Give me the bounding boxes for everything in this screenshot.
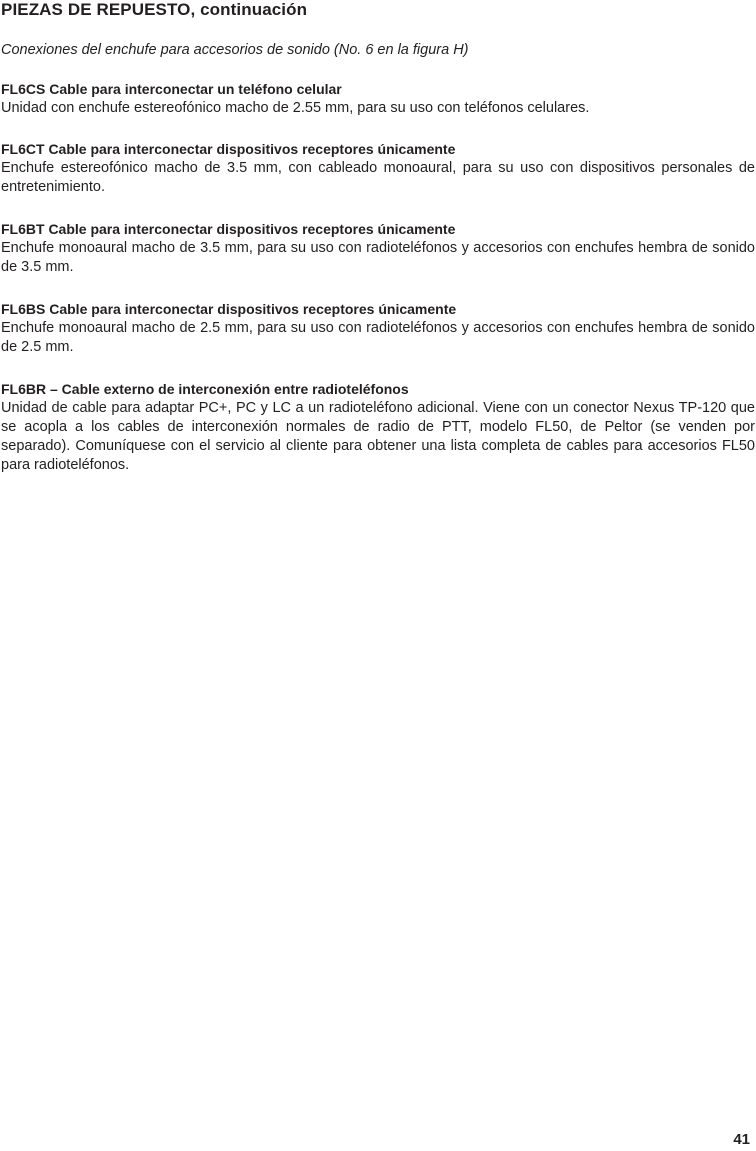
part-entry-fl6bs xyxy=(1,300,755,357)
part-description: Unidad con enchufe estereofónico macho de 2.55 mm, para su uso con teléfonos celulares. xyxy=(1,100,590,116)
page-heading: PIEZAS DE REPUESTO, continuación xyxy=(1,0,308,19)
part-title: FL6BT Cable para interconectar dispositivos receptores únicamente xyxy=(1,221,456,237)
part-description: Enchufe monoaural macho de 2.5 mm, para su uso con radioteléfonos y accesorios con enchufes hembra de sonido de 2.5 mm. xyxy=(1,320,755,355)
part-description: Enchufe estereofónico macho de 3.5 mm, con cableado monoaural, para su uso con dispositivos personales de entretenimiento. xyxy=(1,160,755,195)
part-title: FL6CS Cable para interconectar un teléfono celular xyxy=(1,81,342,97)
part-entry-fl6bt xyxy=(1,220,755,277)
part-entry-fl6br xyxy=(1,380,755,475)
page-number: 41 xyxy=(733,1131,750,1148)
part-title: FL6CT Cable para interconectar dispositivos receptores únicamente xyxy=(1,141,456,157)
section-subtitle: Conexiones del enchufe para accesorios de sonido (No. 6 en la figura H) xyxy=(1,42,469,58)
part-entry-fl6cs xyxy=(1,80,755,118)
part-title: FL6BR – Cable externo de interconexión entre radioteléfonos xyxy=(1,381,409,397)
part-title: FL6BS Cable para interconectar dispositivos receptores únicamente xyxy=(1,301,457,317)
part-description: Enchufe monoaural macho de 3.5 mm, para su uso con radioteléfonos y accesorios con enchufes hembra de sonido de 3.5 mm. xyxy=(1,240,755,275)
part-description: Unidad de cable para adaptar PC+, PC y LC a un radioteléfono adicional. Viene con un conector Nexus TP-120 que se acopla a los cables de interconexión normales de radio de PTT, modelo FL50, de Peltor (se venden por separado). Comuníquese con el servicio al cliente para obtener una lista completa de cables para accesorios FL50 para radioteléfonos. xyxy=(1,400,755,473)
part-entry-fl6ct xyxy=(1,140,755,197)
